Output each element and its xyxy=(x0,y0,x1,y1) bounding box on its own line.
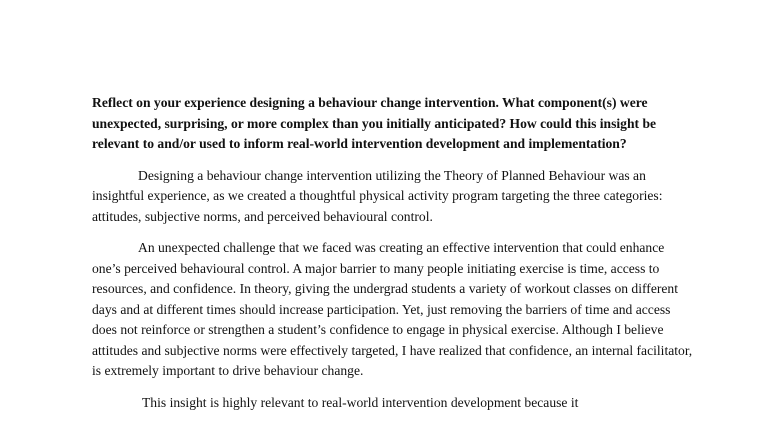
document-page xyxy=(92,93,694,424)
question-heading: Reflect on your experience designing a behaviour change intervention. What component(s) were unexpected, surprising, or more complex than you initially anticipated? How could this insight be relevant to and/or used to inform real-world intervention development and implementation? xyxy=(92,95,657,151)
paragraph-intro: Designing a behaviour change intervention utilizing the Theory of Planned Behaviour was an insightful experience, as we created a thoughtful physical activity program targeting the three categories: attitudes, subjective norms, and perceived behavioural control. xyxy=(92,167,663,224)
paragraph-challenge: An unexpected challenge that we faced was creating an effective intervention that could enhance one’s perceived behavioural control. A major barrier to many people initiating exercise is time, access to resources, and confidence. In theory, giving the undergrad students a variety of workout classes on different days and at different times should increase participation. Yet, just removing the barriers of time and access does not reinforce or strengthen a student’s confidence to engage in physical exercise. Although I believe attitudes and subjective norms were effectively targeted, I have realized that confidence, an internal facilitator, is extremely important to drive behaviour change. xyxy=(92,240,693,378)
paragraph-relevance: This insight is highly relevant to real-world intervention development because it xyxy=(142,394,579,410)
